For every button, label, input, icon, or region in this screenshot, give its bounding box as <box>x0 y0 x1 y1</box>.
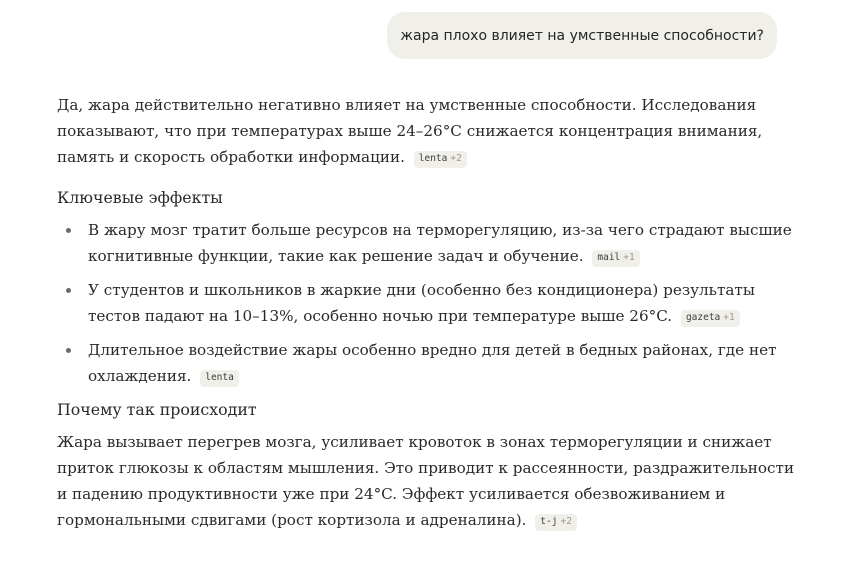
list-item <box>57 337 809 389</box>
citation-extra-count: +1 <box>623 252 635 263</box>
citation-chip-mail[interactable] <box>592 250 639 267</box>
citation-source: lenta <box>418 153 448 164</box>
citation-extra-count: +2 <box>450 153 462 164</box>
citation-source: t-j <box>540 516 558 527</box>
answer-intro-text: Да, жара действительно негативно влияет на умственные способности. Исследования показывают, что при температурах выше 24–26°C снижается концентрация внимания, память и скорость обработки информации. <box>57 96 763 166</box>
citation-chip-lenta[interactable] <box>414 151 467 168</box>
citation-chip-lenta[interactable] <box>200 370 239 387</box>
list-item-text: В жару мозг тратит больше ресурсов на терморегуляцию, из-за чего страдают высшие когнитивные функции, такие как решение задач и обучение. <box>88 221 792 265</box>
list-item <box>57 217 809 269</box>
user-message-text: жара плохо влияет на умственные способности? <box>400 28 764 44</box>
answer-intro <box>57 92 809 170</box>
section-heading-why: Почему так происходит <box>57 400 257 419</box>
citation-extra-count: +2 <box>560 516 572 527</box>
citation-chip-t-j[interactable] <box>535 514 577 531</box>
user-message-bubble <box>387 12 777 59</box>
citation-source: lenta <box>205 372 234 383</box>
assistant-answer <box>57 92 809 533</box>
list-item-text: У студентов и школьников в жаркие дни (особенно без кондиционера) результаты тестов падают на 10–13%, особенно ночью при температуре выше 26°C. <box>88 281 755 325</box>
citation-chip-gazeta[interactable] <box>681 310 740 327</box>
section-heading-key-effects: Ключевые эффекты <box>57 188 223 207</box>
answer-explanation-text: Жара вызывает перегрев мозга, усиливает кровоток в зонах терморегуляции и снижает приток глюкозы к областям мышления. Это приводит к рассеянности, раздражительности и падению продуктивности уже при 24°C. Эффект усиливается обезвоживанием и гормональными сдвигами (рост кортизола и адреналина). <box>57 433 795 529</box>
list-item-text: Длительное воздействие жары особенно вредно для детей в бедных районах, где нет охлаждения. <box>88 341 777 385</box>
list-item <box>57 277 809 329</box>
citation-source: gazeta <box>685 312 721 323</box>
key-effects-list <box>57 217 809 389</box>
citation-extra-count: +1 <box>723 312 735 323</box>
user-message-row <box>387 12 777 59</box>
citation-source: mail <box>597 252 621 263</box>
answer-explanation <box>57 429 809 533</box>
